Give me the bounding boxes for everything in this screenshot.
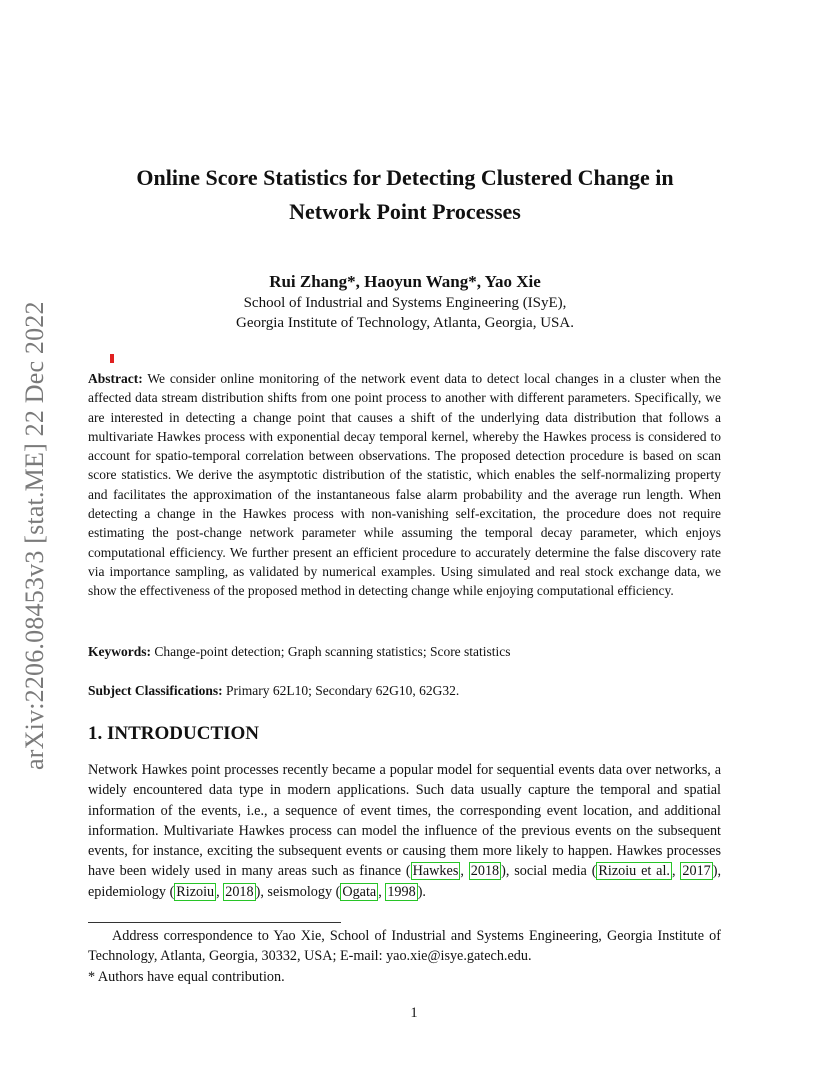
section-heading-introduction: 1. INTRODUCTION (88, 723, 260, 744)
citation-separator: , (460, 863, 469, 880)
intro-text-4: ), seismology ( (255, 883, 341, 900)
abstract (88, 369, 721, 601)
citation-link-rizoiu-et-al[interactable] (596, 862, 672, 880)
citation-year: 2018 (470, 863, 500, 880)
keywords-text: Change-point detection; Graph scanning statistics; Score statistics (154, 644, 511, 659)
affiliation-line-1: School of Industrial and Systems Engineering (ISyE), (243, 295, 567, 311)
citation-author: Rizoiu (176, 883, 215, 900)
intro-text-1: Network Hawkes point processes recently became a popular model for sequential events data over networks, a widely encountered data type in modern applications. Such data usually capture the temporal and spatial information of the events, i.e., a sequence of event times, the corresponding event location, and additional information. Multivariate Hawkes process can model the influence of the previous events on the subsequent events, for instance, exciting the subsequent events or causing them more likely to happen. Hawkes processes have been widely used in many areas such as finance ( (88, 762, 721, 880)
citation-link-ogata[interactable] (340, 883, 378, 901)
intro-text-3: ), epidemiology ( (88, 863, 722, 900)
citation-separator: , (378, 883, 386, 900)
page-number: 1 (410, 1005, 418, 1021)
citation-year-link-rizoiu[interactable] (223, 883, 255, 901)
footnote-correspondence: Address correspondence to Yao Xie, School of Industrial and Systems Engineering, Georgia Institute of Technology, Atlanta, Georgia, 30332, USA; E-mail: yao.xie@isye.gatech.edu. (88, 928, 721, 965)
citation-year: 1998 (387, 883, 416, 900)
red-marker (110, 354, 114, 363)
citation-year: 2018 (225, 883, 254, 900)
footnote (88, 926, 721, 987)
intro-text-2: ), social media ( (501, 863, 597, 880)
citation-year-link-ogata[interactable] (385, 883, 417, 901)
citation-year: 2017 (682, 863, 711, 880)
citation-link-rizoiu[interactable] (174, 883, 216, 901)
citation-separator: , (216, 883, 224, 900)
paper-title (90, 161, 720, 229)
keywords (88, 642, 721, 661)
title-line-1: Online Score Statistics for Detecting Clustered Change in (136, 165, 674, 190)
affiliation (90, 293, 720, 333)
arxiv-identifier-stamp (14, 280, 52, 770)
footnote-divider (88, 922, 341, 923)
citation-separator: , (671, 863, 681, 880)
citation-author: Hawkes (412, 863, 459, 880)
footnote-equal-contribution: * Authors have equal contribution. (88, 968, 285, 985)
subject-classifications-label: Subject Classifications: (88, 683, 223, 698)
citation-link-hawkes[interactable] (411, 862, 461, 880)
abstract-text: We consider online monitoring of the network event data to detect local changes in a cluster when the affected data stream distribution shifts from one point process to another with different parameters. Specifically, we are interested in detecting a change point that causes a shift of the underlying data distribution that follows a multivariate Hawkes process with exponential decay temporal kernel, whereby the Hawkes process is considered to account for spatio-temporal correlation between observations. The proposed detection procedure is based on scan score statistics. We derive the asymptotic distribution of the statistic, which enables the self-normalizing property and facilitates the approximation of the instantaneous false alarm probability and the average run length. When detecting a change in the Hawkes process with non-vanishing self-excitation, the procedure does not require estimating the post-change network parameter while assuming the temporal decay parameter, which enjoys computational efficiency. We further present an efficient procedure to accurately determine the false discovery rate via importance sampling, as validated by numerical examples. Using simulated and real stock exchange data, we show the effectiveness of the proposed method in detecting change while enjoying computational efficiency. (88, 371, 721, 599)
introduction-paragraph (88, 760, 721, 902)
intro-text-5: ). (417, 883, 426, 900)
affiliation-line-2: Georgia Institute of Technology, Atlanta, Georgia, USA. (236, 315, 574, 331)
subject-classifications-text: Primary 62L10; Secondary 62G10, 62G32. (226, 683, 460, 698)
citation-author: Rizoiu et al. (598, 863, 670, 880)
author-list: Rui Zhang*, Haoyun Wang*, Yao Xie (269, 272, 541, 291)
abstract-label: Abstract: (88, 371, 143, 386)
title-line-2: Network Point Processes (289, 199, 521, 224)
citation-year-link-hawkes[interactable] (469, 862, 501, 880)
citation-author: Ogata (342, 883, 377, 900)
citation-year-link-rizoiu-et-al[interactable] (680, 862, 712, 880)
keywords-label: Keywords: (88, 644, 151, 659)
arxiv-identifier-text: arXiv:2206.08453v3 [stat.ME] 22 Dec 2022 (20, 301, 49, 770)
subject-classifications (88, 681, 721, 700)
